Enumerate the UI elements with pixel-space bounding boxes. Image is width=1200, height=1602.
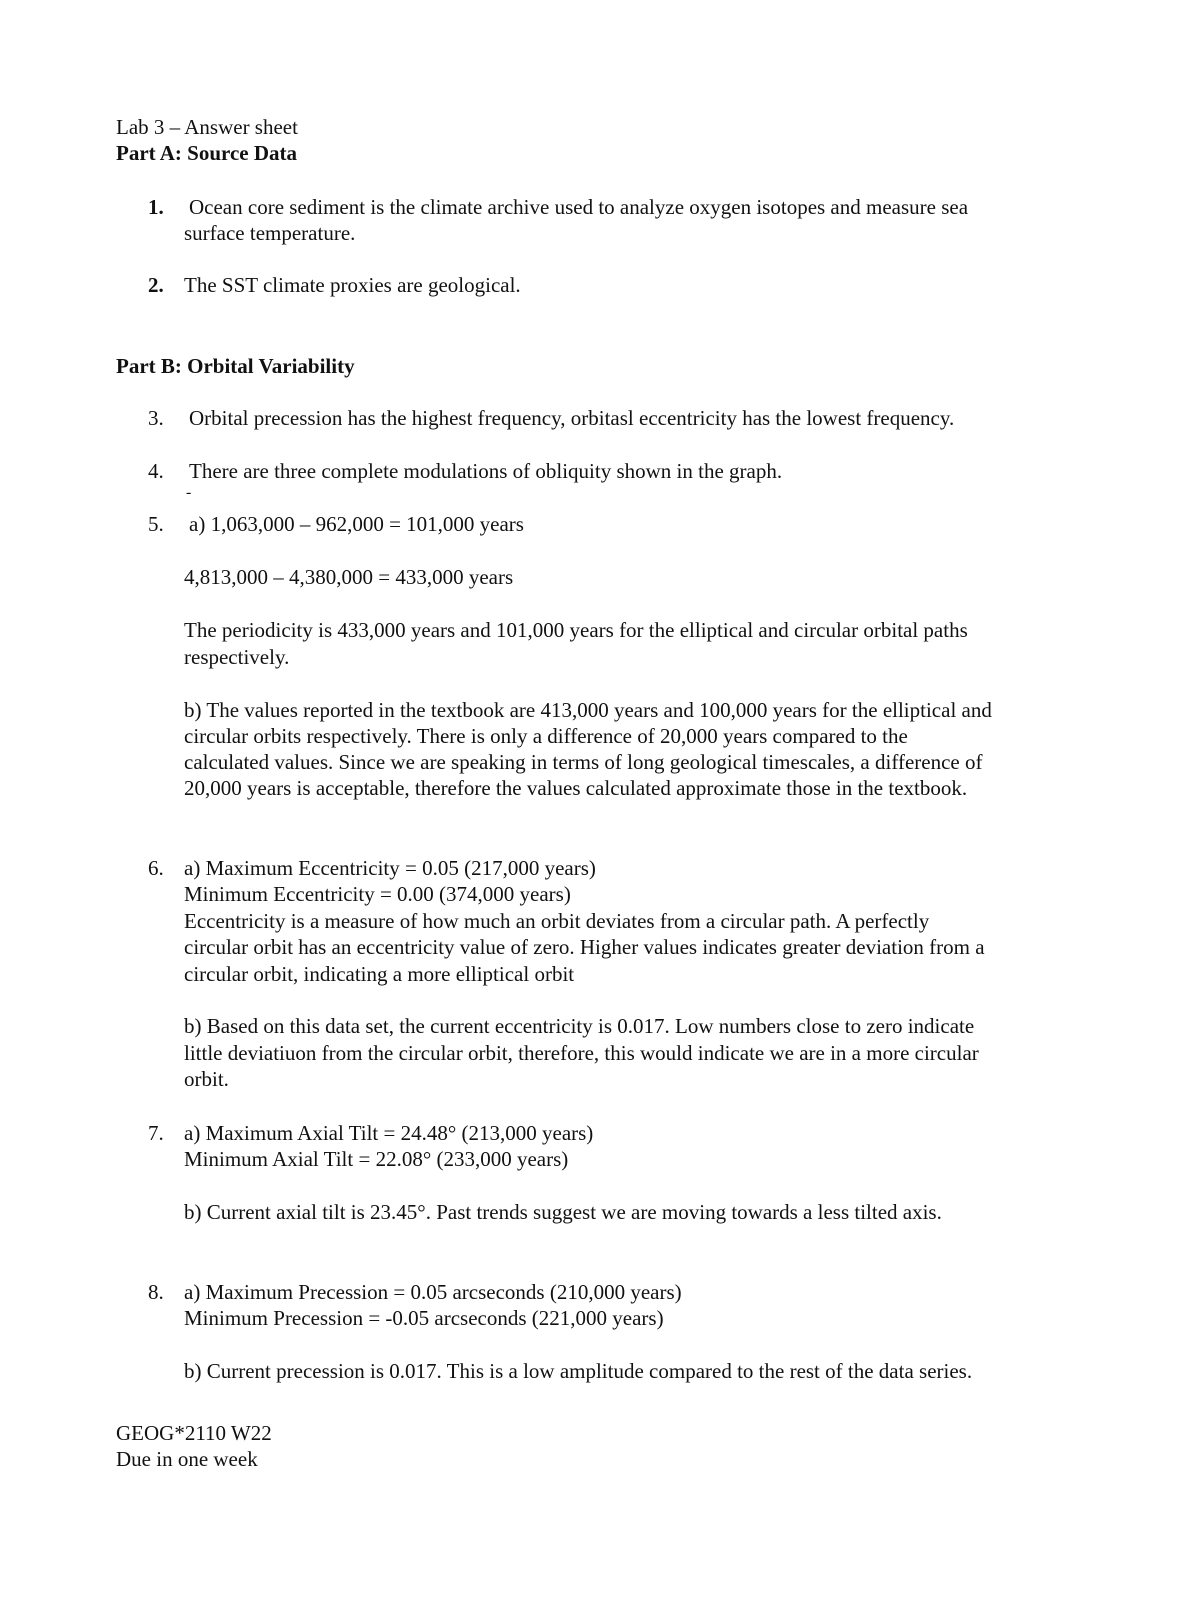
answer-6a-line-5: circular orbit, indicating a more elliptical orbit xyxy=(184,962,575,986)
answer-6b-line-1: b) Based on this data set, the current eccentricity is 0.017. Low numbers close to zero indicate xyxy=(184,1014,975,1038)
answer-3: Orbital precession has the highest frequency, orbitasl eccentricity has the lowest frequency. xyxy=(189,406,955,430)
answer-5b-line-1: b) The values reported in the textbook are 413,000 years and 100,000 years for the elliptical and xyxy=(184,698,992,722)
item-number-2: 2. xyxy=(148,273,164,297)
answer-8a-line-2: Minimum Precession = -0.05 arcseconds (221,000 years) xyxy=(184,1306,664,1330)
item-number-6: 6. xyxy=(148,856,164,880)
item-number-1: 1. xyxy=(148,195,164,219)
answer-5a-line-1: a) 1,063,000 – 962,000 = 101,000 years xyxy=(189,512,524,536)
answer-8b: b) Current precession is 0.017. This is a low amplitude compared to the rest of the data series. xyxy=(184,1359,973,1383)
answer-5a-conclusion-1: The periodicity is 433,000 years and 101,000 years for the elliptical and circular orbital paths xyxy=(184,618,968,642)
answer-5b-line-3: calculated values. Since we are speaking in terms of long geological timescales, a difference of xyxy=(184,750,983,774)
answer-6a-line-3: Eccentricity is a measure of how much an orbit deviates from a circular path. A perfectly xyxy=(184,909,930,933)
section-heading-part-b: Part B: Orbital Variability xyxy=(116,354,355,378)
item-number-5: 5. xyxy=(148,512,164,536)
page-title: Lab 3 – Answer sheet xyxy=(116,115,298,139)
answer-7a-line-1: a) Maximum Axial Tilt = 24.48° (213,000 years) xyxy=(184,1121,594,1145)
answer-7b: b) Current axial tilt is 23.45°. Past trends suggest we are moving towards a less tilted axis. xyxy=(184,1200,942,1224)
section-heading-part-a: Part A: Source Data xyxy=(116,141,297,165)
course-code: GEOG*2110 W22 xyxy=(116,1421,272,1445)
answer-4: There are three complete modulations of obliquity shown in the graph. xyxy=(189,459,783,483)
item-number-8: 8. xyxy=(148,1280,164,1304)
item-number-3: 3. xyxy=(148,406,164,430)
answer-7a-line-2: Minimum Axial Tilt = 22.08° (233,000 years) xyxy=(184,1147,569,1171)
item-number-7: 7. xyxy=(148,1121,164,1145)
answer-6a-line-1: a) Maximum Eccentricity = 0.05 (217,000 years) xyxy=(184,856,596,880)
answer-6a-line-2: Minimum Eccentricity = 0.00 (374,000 years) xyxy=(184,882,571,906)
answer-1-line-1: Ocean core sediment is the climate archive used to analyze oxygen isotopes and measure sea xyxy=(189,195,969,219)
answer-5a-line-2: 4,813,000 – 4,380,000 = 433,000 years xyxy=(184,565,514,589)
answer-5b-line-2: circular orbits respectively. There is only a difference of 20,000 years compared to the xyxy=(184,724,908,748)
answer-8a-line-1: a) Maximum Precession = 0.05 arcseconds (210,000 years) xyxy=(184,1280,682,1304)
due-note: Due in one week xyxy=(116,1447,258,1471)
answer-2: The SST climate proxies are geological. xyxy=(184,273,521,297)
answer-5b-line-4: 20,000 years is acceptable, therefore the values calculated approximate those in the textbook. xyxy=(184,776,968,800)
answer-6a-line-4: circular orbit has an eccentricity value of zero. Higher values indicates greater deviation from a xyxy=(184,935,985,959)
item-number-4: 4. xyxy=(148,459,164,483)
answer-5a-conclusion-2: respectively. xyxy=(184,645,290,669)
answer-6b-line-2: little deviatiuon from the circular orbit, therefore, this would indicate we are in a more circular xyxy=(184,1041,979,1065)
stray-mark: - xyxy=(186,484,192,501)
answer-6b-line-3: orbit. xyxy=(184,1067,229,1091)
answer-1-line-2: surface temperature. xyxy=(184,221,356,245)
